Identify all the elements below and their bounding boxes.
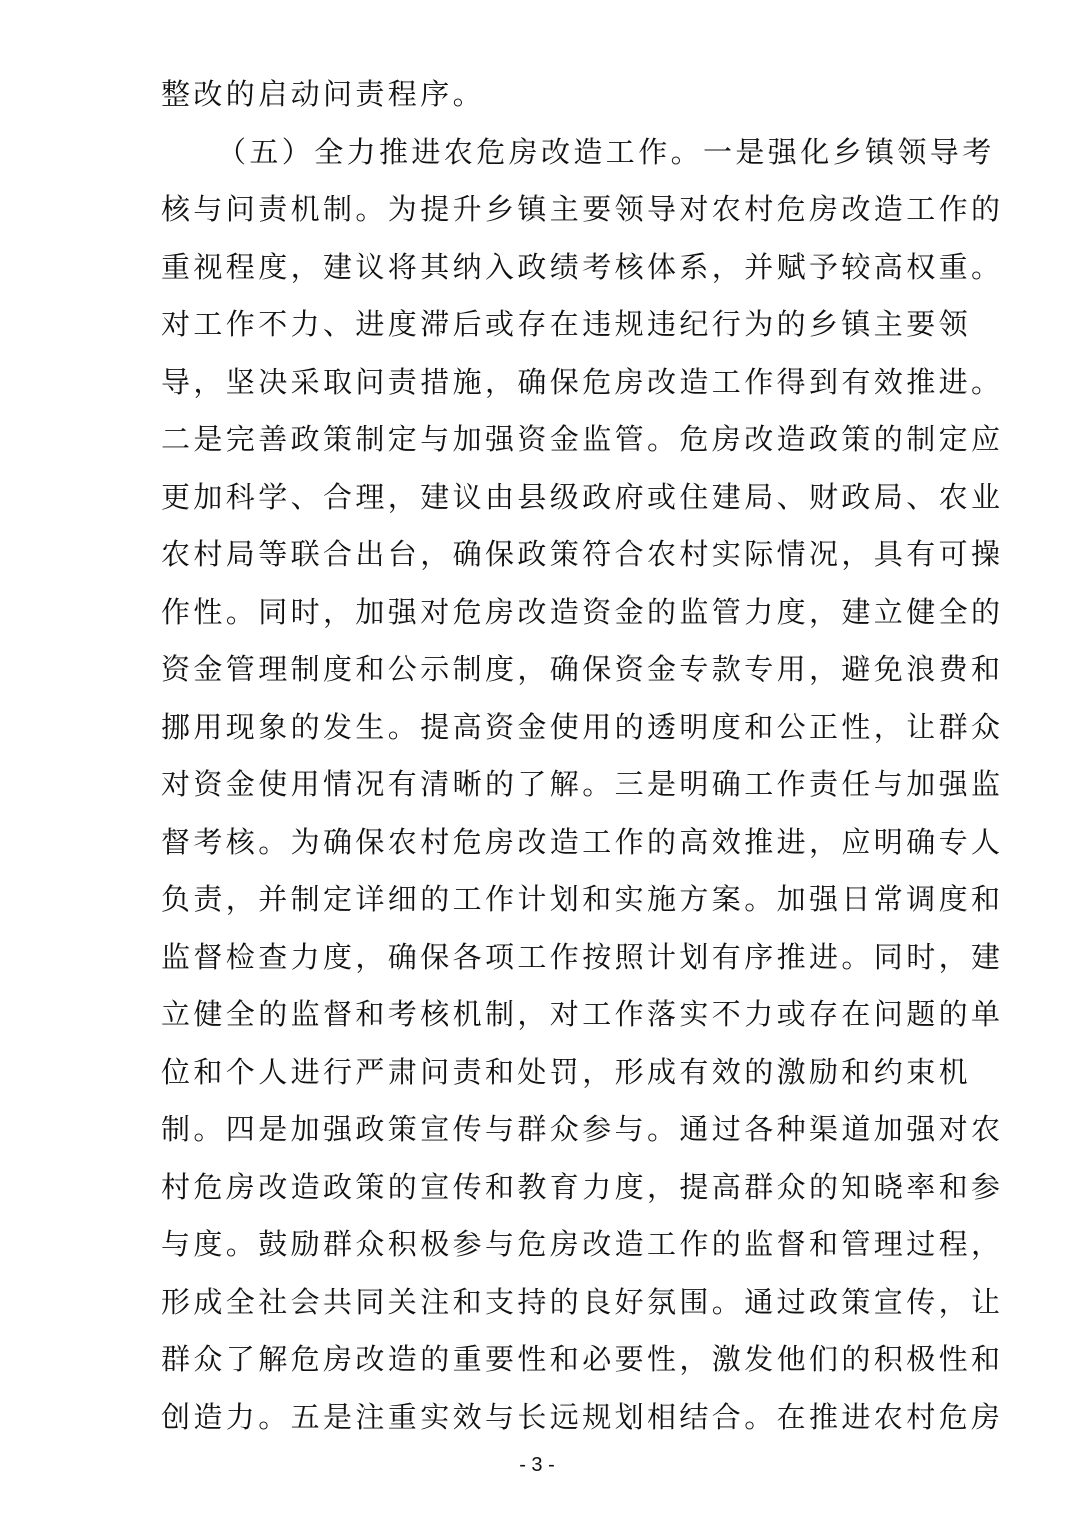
text-line: 对工作不力、进度滞后或存在违规违纪行为的乡镇主要领 <box>161 307 972 341</box>
text-line: 监督检查力度，确保各项工作按照计划有序推进。同时，建 <box>161 939 1004 974</box>
text-line: 挪用现象的发生。提高资金使用的透明度和公正性，让群众 <box>161 709 1004 744</box>
text-line: 与度。鼓励群众积极参与危房改造工作的监督和管理过程， <box>161 1227 1004 1261</box>
text-line: 督考核。为确保农村危房改造工作的高效推进，应明确专人 <box>161 824 1004 859</box>
section-heading-line: （五）全力推进农危房改造工作。一是强化乡镇领导考 <box>217 134 995 169</box>
text-line: 作性。同时，加强对危房改造资金的监管力度，建立健全的 <box>161 594 1004 629</box>
text-line: 制。四是加强政策宣传与群众参与。通过各种渠道加强对农 <box>161 1112 1004 1146</box>
text-line: 更加科学、合理，建议由县级政府或住建局、财政局、农业 <box>161 479 1004 514</box>
text-line: 位和个人进行严肃问责和处罚，形成有效的激励和约束机 <box>161 1054 972 1089</box>
text-line: 村危房改造政策的宣传和教育力度，提高群众的知晓率和参 <box>161 1169 1004 1204</box>
text-line: 导，坚决采取问责措施，确保危房改造工作得到有效推进。 <box>161 364 1004 399</box>
text-line: 重视程度，建议将其纳入政绩考核体系，并赋予较高权重。 <box>161 249 1004 284</box>
text-line: 对资金使用情况有清晰的了解。三是明确工作责任与加强监 <box>161 767 1004 801</box>
text-line: 立健全的监督和考核机制，对工作落实不力或存在问题的单 <box>161 997 1004 1031</box>
text-line: 资金管理制度和公示制度，确保资金专款专用，避免浪费和 <box>161 652 1004 686</box>
text-line: 创造力。五是注重实效与长远规划相结合。在推进农村危房 <box>161 1399 1004 1434</box>
text-line: 核与问责机制。为提升乡镇主要领导对农村危房改造工作的 <box>161 192 1004 226</box>
text-line: 形成全社会共同关注和支持的良好氛围。通过政策宣传，让 <box>161 1284 1004 1319</box>
text-line: 负责，并制定详细的工作计划和实施方案。加强日常调度和 <box>161 882 1004 916</box>
text-line: 整改的启动问责程序。 <box>161 77 486 111</box>
text-line: 群众了解危房改造的重要性和必要性，激发他们的积极性和 <box>161 1342 1004 1376</box>
text-line: 二是完善政策制定与加强资金监管。危房改造政策的制定应 <box>161 422 1004 456</box>
page-number: - 3 - <box>519 1454 555 1476</box>
body-text <box>161 66 1004 1446</box>
text-line: 农村局等联合出台，确保政策符合农村实际情况，具有可操 <box>161 537 1004 571</box>
